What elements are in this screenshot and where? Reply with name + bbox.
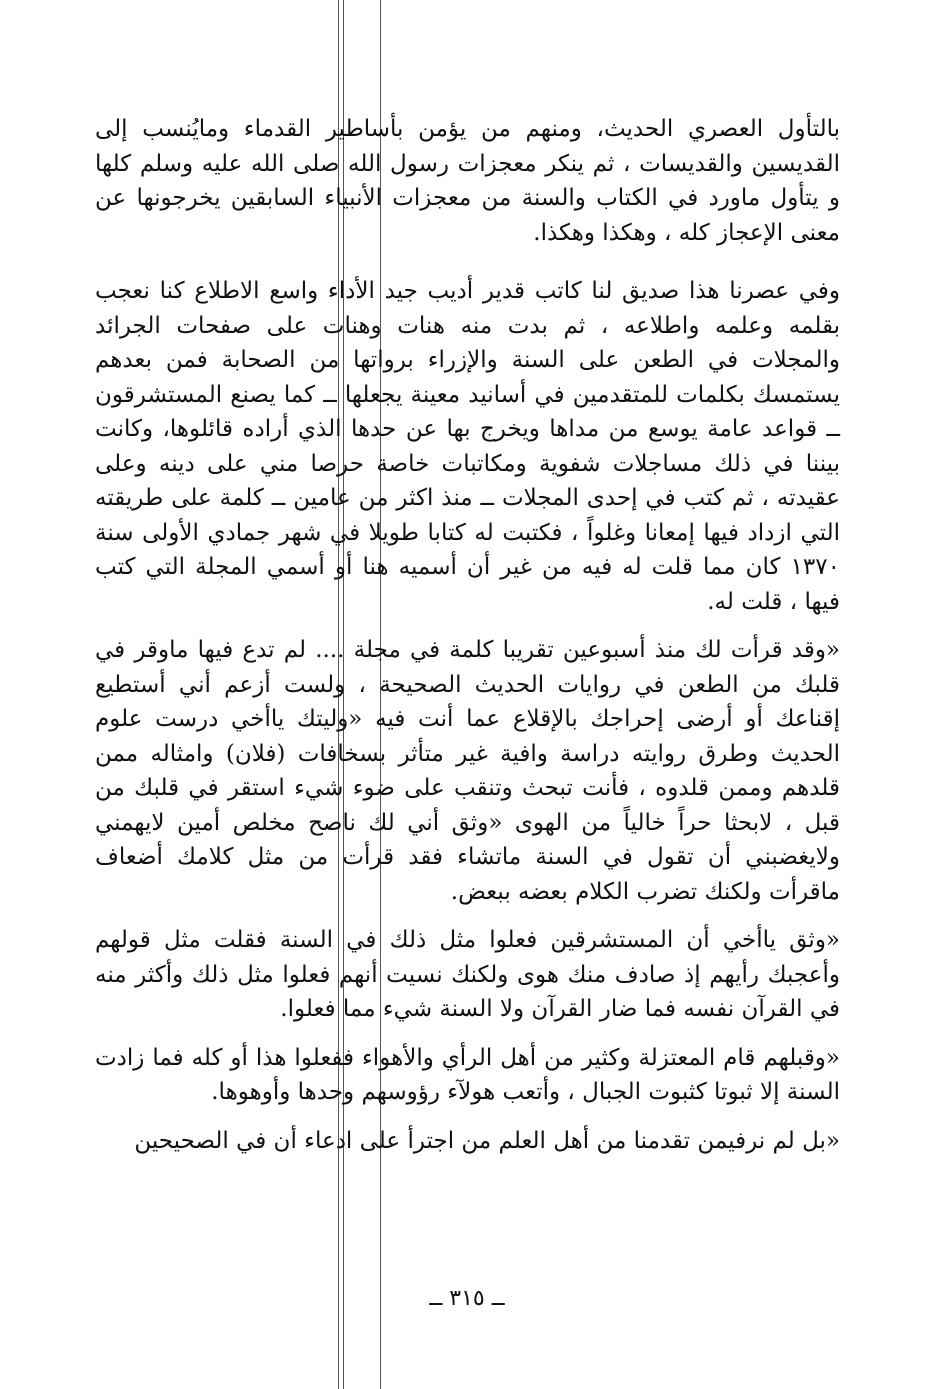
body-text — [95, 112, 840, 1158]
paragraph: «وقد قرأت لك منذ أسبوعين تقريبا كلمة في مجلة .... لم تدع فيها ماوقر في قلبك من الطعن في روايات الحديث الصحيحة ، ولست أزعم أني أستطيع إقناعك أو أرضى إحراجك بالإقلاع عما أنت فيه «وليتك ياأخي درست علوم الحديث وطرق روايته دراسة وافية غير متأثر بسخافات (فلان) وامثاله ممن قلدهم وممن قلدوه ، فأنت تبحث وتنقب على ضوء شيء استقر في قلبك من قبل ، لابحثا حراً خالياً من الهوى «وثق أني لك ناصح مخلص أمين لايهمني ولايغضبني أن تقول في السنة ماتشاء فقد قرأت من مثل كلامك أضعاف ماقرأت ولكنك تضرب الكلام بعضه ببعض. — [95, 637, 840, 905]
page-number: ــ ٣١٥ ــ — [429, 1286, 505, 1311]
paragraph: بالتأول العصري الحديث، ومنهم من يؤمن بأساطير القدماء ومايُنسب إلى القديسين والقديسات ، ثم ينكر معجزات رسول الله صلى الله عليه وسلم كلها و يتأول ماورد في الكتاب والسنة من معجزات الأنبياء السابقين يخرجونها عن معنى الإعجاز كله ، وهكذا وهكذا. — [95, 116, 840, 246]
paragraph: «بل لم نرفيمن تقدمنا من أهل العلم من اجترأ على ادعاء أن في الصحيحين — [134, 1127, 840, 1154]
paragraph: «وقبلهم قام المعتزلة وكثير من أهل الرأي والأهواء ففعلوا هذا أو كله فما زادت السنة إلا ثبوتا كثبوت الجبال ، وأتعب هولآء رؤوسهم وحدها وأوهوها. — [95, 1044, 840, 1105]
paragraph: وفي عصرنا هذا صديق لنا كاتب قدير أديب جيد الأداء واسع الاطلاع كنا نعجب بقلمه وعلمه واطلاعه ، ثم بدت منه هنات وهنات على صفحات الجرائد والمجلات في الطعن على السنة والإزراء برواتها من الصحابة فمن بعدهم يستمسك بكلمات للمتقدمين في أسانيد معينة يجعلها ــ كما يصنع المستشرقون ــ قواعد عامة يوسع من مداها ويخرج بها عن حدها الذي أراده قائلوها، وكانت بيننا في ذلك مساجلات شفوية ومكاتبات خاصة حرصا مني على دينه وعلى عقيدته ، ثم كتب في إحدى المجلات ــ منذ اكثر من عامين ــ كلمة على طريقته التي ازداد فيها إمعانا وغلواً ، فكتبت له كتابا طويلا في شهر جمادي الأولى سنة ١٣٧٠ كان مما قلت له فيه من غير أن أسميه هنا أو أسمي المجلة التي كتب فيها ، قلت له. — [95, 278, 840, 615]
paragraph: «وثق ياأخي أن المستشرقين فعلوا مثل ذلك في السنة فقلت مثل قولهم وأعجبك رأيهم إذ صادف منك هوى ولكنك نسيت أنهم فعلوا مثل ذلك وأكثر منه في القرآن نفسه فما ضار القرآن ولا السنة شيء مما فعلوا. — [95, 927, 840, 1022]
